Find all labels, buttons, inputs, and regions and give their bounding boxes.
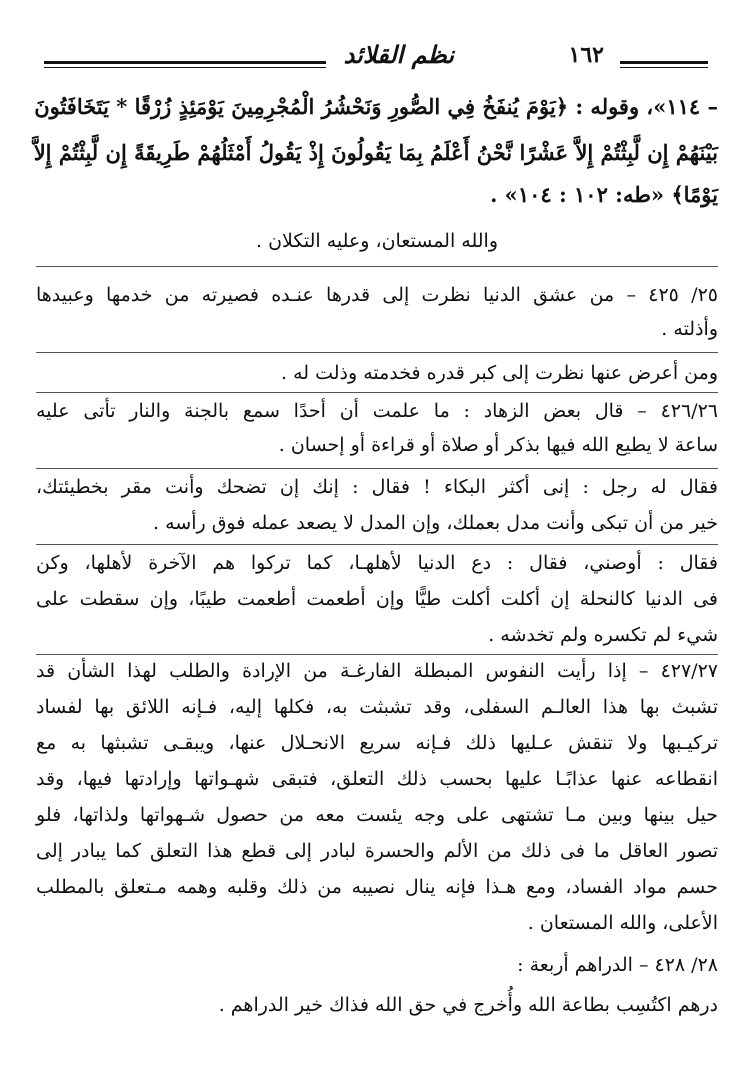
header-rule-right xyxy=(620,61,708,68)
text-line: وأذلته . xyxy=(661,318,718,340)
section-divider xyxy=(36,266,718,267)
text-line: ٤٢٦/٢٦ – قال بعض الزهاد : ما علمت أن أحدًا سمع بالجنة والنار تأتى عليه xyxy=(36,400,718,422)
text-line: خير من أن تبكى وأنت مدل بعملك، وإن المدل لا يصعد عمله فوق رأسه . xyxy=(153,512,718,534)
text-line: تشبث بها هذا العالـم السفلى، وقد تشبثت به، فكلها إليه، فـإنه اللائق بها لفساد xyxy=(36,696,718,718)
text-line: يَوْمًا﴾ «طه: ١٠٢ : ١٠٤» . xyxy=(490,182,718,207)
text-line: تركيـبها ولا تنقش عـليها ذلك فـإنه سريع الانحـلال عنها، ويبقـى تشبثها به مع xyxy=(36,732,718,754)
text-line: ٤٢٧/٢٧ – إذا رأيت النفوس المبطلة الفارغـة من الإرادة والطلب لهذا الشأن قد xyxy=(36,660,718,682)
text-line: ساعة لا يطيع الله فيها بذكر أو صلاة أو قراءة أو إحسان . xyxy=(278,434,718,456)
page-header xyxy=(44,36,708,80)
running-title: نظم القلائد xyxy=(343,40,454,69)
text-line: شيء لم تكسره ولم تخدشه . xyxy=(488,624,718,646)
header-rule-left xyxy=(44,61,326,68)
section-divider xyxy=(36,654,718,655)
text-line: فى الدنيا كالنحلة إن أكلت أكلت طيًّا وإن أطعمت أطعمت طيبًا، وإن سقطت على xyxy=(36,588,718,610)
text-line: بَيْنَهُمْ إِن لَّبِثْتُمْ إِلاَّ عَشْرًا نَّحْنُ أَعْلَمُ بِمَا يَقُولُونَ إِذْ يَقُولُ أَمْثَلُهُمْ طَرِيقَةً إِن لَّبِثْتُمْ إِلاَّ xyxy=(33,140,718,165)
text-line: انقطاعه عنها عذابًـا عليها بحسب ذلك التعلق، فتبقى شهـواتها وإرادتها فيها، وقد xyxy=(36,768,718,790)
text-line: الأعلى، والله المستعان . xyxy=(527,912,718,934)
text-line: ٢٨/ ٤٢٨ – الدراهم أربعة : xyxy=(517,954,718,976)
closing-phrase: والله المستعان، وعليه التكلان . xyxy=(256,230,498,252)
section-divider xyxy=(36,468,718,469)
text-line: حسم مواد الفساد، ومع هـذا فإنه ينال نصيبه من ذلك وقلبه وهمه مـتعلق بالمطلب xyxy=(36,876,718,898)
text-line: تصور العاقل ما فى ذلك من الألم والحسرة لبادر إلى قطع هذا التعلق كما يبادر إلى xyxy=(36,840,718,862)
section-divider xyxy=(36,392,718,393)
text-line: حيل بينها وبين مـا تشتهى على وجه يئست معه من حصول شـهواتها ولذاتها، فلو xyxy=(36,804,718,826)
text-line: فقال له رجل : إنى أكثر البكاء ! فقال : إنك إن تضحك وأنت مقر بخطيئتك، xyxy=(36,476,718,498)
text-line: ومن أعرض عنها نظرت إلى كبر قدره فخدمته وذلت له . xyxy=(280,362,718,384)
section-divider xyxy=(36,352,718,353)
text-line: ٢٥/ ٤٢٥ – من عشق الدنيا نظرت إلى قدرها عنـده فصيرته من خدمها وعبيدها xyxy=(36,284,718,306)
page-number: ١٦٢ xyxy=(568,42,604,68)
text-line: درهم اكتُسِب بطاعة الله وأُخرج في حق الله فذاك خير الدراهم . xyxy=(218,994,718,1016)
section-divider xyxy=(36,544,718,545)
text-line: فقال : أوصني، فقال : دع الدنيا لأهلهـا، كما تركوا هم الآخرة لأهلها، وكن xyxy=(36,552,718,574)
text-line: – ١١٤»، وقوله : ﴿يَوْمَ يُنفَخُ فِي الصُّورِ وَنَحْشُرُ الْمُجْرِمِينَ يَوْمَئِذٍ زُرْقًا * يَتَخَافَتُونَ xyxy=(34,94,718,119)
